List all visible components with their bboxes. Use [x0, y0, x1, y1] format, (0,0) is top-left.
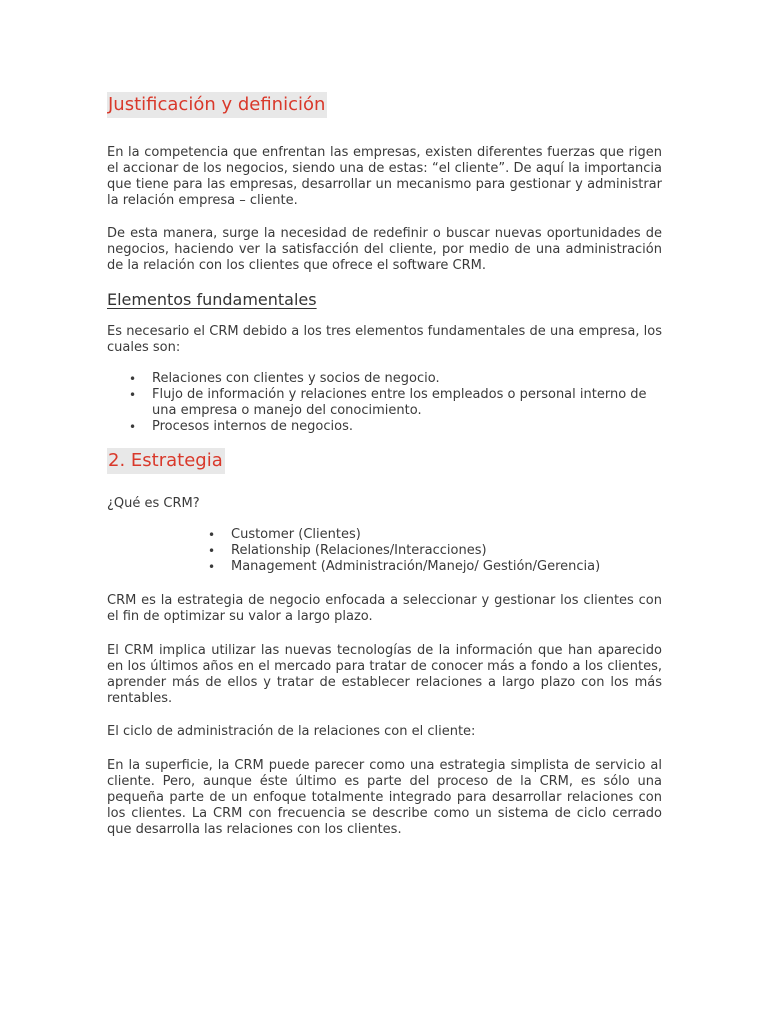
list-item-text: Procesos internos de negocios.	[152, 419, 354, 434]
list-item	[129, 419, 662, 435]
section-heading-justificacion: Justificación y definición	[107, 92, 327, 118]
list-item-text: Relationship (Relaciones/Interacciones)	[231, 543, 487, 558]
section-heading-estrategia: 2. Estrategia	[107, 448, 225, 474]
paragraph: El CRM implica utilizar las nuevas tecnologías de la información que han aparecido en los últimos años en el mercado para tratar de conocer más a fondo a los clientes, aprender más de ellos y tratar de establecer relaciones a largo plazo con los más rentables.	[107, 643, 662, 706]
paragraph: CRM es la estrategia de negocio enfocada a seleccionar y gestionar los clientes con el fin de optimizar su valor a largo plazo.	[107, 593, 662, 624]
list-item-text: Relaciones con clientes y socios de negocio.	[152, 371, 440, 386]
list-item	[129, 371, 662, 387]
list-item	[208, 559, 662, 575]
list-item	[208, 527, 662, 543]
crm-list	[208, 527, 662, 575]
paragraph: En la superficie, la CRM puede parecer como una estrategia simplista de servicio al cliente. Pero, aunque éste último es parte del proceso de la CRM, es sólo una pequeña parte de un enfoque totalmente integrado para desarrollar relaciones con los clientes. La CRM con frecuencia se describe como un sistema de ciclo cerrado que desarrolla las relaciones con los clientes.	[107, 758, 662, 837]
paragraph: De esta manera, surge la necesidad de redefinir o buscar nuevas oportunidades de negocios, haciendo ver la satisfacción del cliente, por medio de una administración de la relación con los clientes que ofrece el software CRM.	[107, 226, 662, 273]
bullet: •	[129, 372, 137, 386]
list-item	[129, 387, 662, 419]
bullet: •	[208, 560, 216, 574]
list-item-text: Management (Administración/Manejo/ Gestión/Gerencia)	[231, 559, 601, 574]
paragraph: Es necesario el CRM debido a los tres elementos fundamentales de una empresa, los cuales son:	[107, 324, 662, 355]
paragraph: En la competencia que enfrentan las empresas, existen diferentes fuerzas que rigen el accionar de los negocios, siendo una de estas: “el cliente”. De aquí la importancia que tiene para las empresas, desarrollar un mecanismo para gestionar y administrar la relación empresa – cliente.	[107, 145, 662, 208]
paragraph: ¿Qué es CRM?	[107, 496, 200, 511]
elements-list	[129, 371, 662, 435]
bullet: •	[208, 528, 216, 542]
list-item-text: Customer (Clientes)	[231, 527, 361, 542]
paragraph: El ciclo de administración de la relaciones con el cliente:	[107, 724, 476, 739]
subsection-heading-elementos: Elementos fundamentales	[107, 290, 317, 309]
list-item-text: Flujo de información y relaciones entre los empleados o personal interno de una empresa o manejo del conocimiento.	[152, 387, 647, 418]
bullet: •	[129, 388, 137, 402]
document-content	[107, 90, 662, 838]
list-item	[208, 543, 662, 559]
bullet: •	[129, 420, 137, 434]
bullet: •	[208, 544, 216, 558]
